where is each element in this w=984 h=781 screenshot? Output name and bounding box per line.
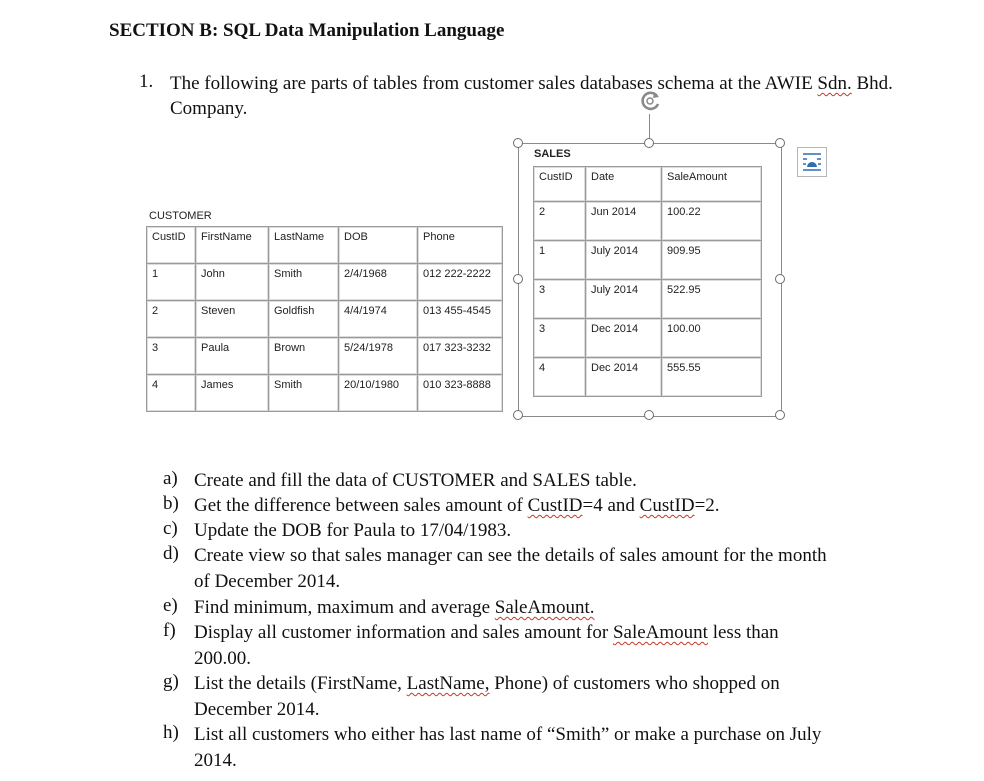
question-item [194, 518, 834, 544]
customer-table-caption: CUSTOMER [149, 210, 212, 222]
question-label: c) [163, 518, 178, 539]
question-label: b) [163, 493, 179, 514]
question-item [194, 671, 834, 722]
question-text-part: Create view so that sales manager can see the details of sales amount for the month of December 2014. [194, 545, 827, 592]
sales-table [533, 166, 762, 397]
table-cell: Dec 2014 [586, 319, 662, 358]
question-text-part: Get the difference between sales amount of [194, 495, 528, 516]
question-item [194, 468, 834, 494]
table-cell: 1 [147, 264, 196, 301]
table-cell: 3 [534, 280, 586, 319]
question-label: f) [163, 620, 176, 641]
resize-handle-right[interactable] [775, 274, 785, 284]
customer-header-cell: CustID [147, 227, 196, 264]
question-text-part: =2. [694, 495, 720, 516]
resize-handle-bottom-right[interactable] [775, 410, 785, 420]
question-text-part: =4 and [582, 495, 640, 516]
table-cell: Jun 2014 [586, 202, 662, 241]
table-cell: 100.22 [662, 202, 762, 241]
question-text-part: Create and fill the data of CUSTOMER and SALES table. [194, 470, 637, 491]
question-item [194, 620, 834, 671]
sales-header-cell: SaleAmount [662, 167, 762, 202]
resize-handle-bottom[interactable] [644, 410, 654, 420]
question-text-part: Find minimum, maximum and average [194, 597, 495, 618]
spellcheck-flagged-word: SaleAmount. [494, 597, 595, 618]
resize-handle-top-right[interactable] [775, 138, 785, 148]
table-cell: 4/4/1974 [339, 301, 418, 338]
table-cell: Paula [196, 338, 269, 375]
question-text-part: Display all customer information and sales amount for [194, 622, 613, 643]
sales-header-cell: CustID [534, 167, 586, 202]
question-text-sdn: Sdn. [817, 73, 852, 94]
question-text-part: Phone) of customers who shopped on December 2014. [194, 673, 780, 720]
table-cell: Dec 2014 [586, 358, 662, 397]
question-item [194, 595, 834, 621]
table-cell: John [196, 264, 269, 301]
table-row [147, 338, 503, 375]
question-label: d) [163, 543, 179, 564]
spellcheck-flagged-word: CustID [639, 495, 695, 516]
question-text-part: List all customers who either has last name of “Smith” or make a purchase on July 2014. [194, 724, 822, 771]
table-cell: July 2014 [586, 241, 662, 280]
question-number: 1. [139, 71, 154, 92]
section-title: SECTION B: SQL Data Manipulation Language [109, 20, 505, 41]
question-text-part: Update the DOB for Paula to 17/04/1983. [194, 520, 512, 541]
table-cell: 4 [534, 358, 586, 397]
table-row [534, 280, 762, 319]
customer-header-cell: LastName [269, 227, 339, 264]
table-cell: 3 [534, 319, 586, 358]
spellcheck-flagged-word: SaleAmount [612, 622, 708, 643]
table-cell: 2/4/1968 [339, 264, 418, 301]
customer-header-cell: Phone [418, 227, 503, 264]
table-row [147, 301, 503, 338]
table-row [534, 319, 762, 358]
sales-header-row [534, 167, 762, 202]
resize-handle-bottom-left[interactable] [513, 410, 523, 420]
resize-handle-top-left[interactable] [513, 138, 523, 148]
question-text-part: List the details (FirstName, [194, 673, 407, 694]
table-row [534, 241, 762, 280]
table-cell: Brown [269, 338, 339, 375]
question-label: h) [163, 722, 179, 743]
table-cell: 20/10/1980 [339, 375, 418, 412]
table-cell: 3 [147, 338, 196, 375]
spellcheck-flagged-word: CustID [527, 495, 583, 516]
table-cell: 1 [534, 241, 586, 280]
question-item [194, 543, 834, 594]
table-row [147, 264, 503, 301]
question-label: e) [163, 595, 178, 616]
table-cell: 522.95 [662, 280, 762, 319]
customer-header-row [147, 227, 503, 264]
question-text-part: less than 200.00. [194, 622, 779, 669]
question-label: a) [163, 468, 178, 489]
table-row [534, 358, 762, 397]
customer-header-cell: DOB [339, 227, 418, 264]
table-cell: 012 222-2222 [418, 264, 503, 301]
sales-header-cell: Date [586, 167, 662, 202]
table-cell: Goldfish [269, 301, 339, 338]
customer-table [146, 226, 503, 412]
table-row [147, 375, 503, 412]
table-cell: 017 323-3232 [418, 338, 503, 375]
rotate-handle-icon[interactable] [637, 88, 663, 114]
question-label: g) [163, 671, 179, 692]
table-cell: 909.95 [662, 241, 762, 280]
table-cell: 555.55 [662, 358, 762, 397]
table-cell: 010 323-8888 [418, 375, 503, 412]
table-cell: Steven [196, 301, 269, 338]
table-cell: July 2014 [586, 280, 662, 319]
table-cell: 100.00 [662, 319, 762, 358]
table-cell: 2 [534, 202, 586, 241]
table-row [534, 202, 762, 241]
table-cell: 5/24/1978 [339, 338, 418, 375]
question-item [194, 493, 834, 519]
question-item [194, 722, 834, 773]
table-cell: 2 [147, 301, 196, 338]
table-cell: 013 455-4545 [418, 301, 503, 338]
question-text [170, 71, 900, 121]
spellcheck-flagged-word: LastName, [406, 673, 490, 694]
table-cell: 4 [147, 375, 196, 412]
table-cell: Smith [269, 375, 339, 412]
layout-options-icon[interactable] [797, 147, 827, 177]
question-text-after: Bhd. Company. [170, 73, 893, 119]
resize-handle-left[interactable] [513, 274, 523, 284]
sales-table-caption: SALES [534, 148, 571, 160]
customer-header-cell: FirstName [196, 227, 269, 264]
resize-handle-top[interactable] [644, 138, 654, 148]
table-cell: Smith [269, 264, 339, 301]
table-cell: James [196, 375, 269, 412]
question-text-before: The following are parts of tables from customer sales databases schema at the AWIE [170, 73, 818, 94]
